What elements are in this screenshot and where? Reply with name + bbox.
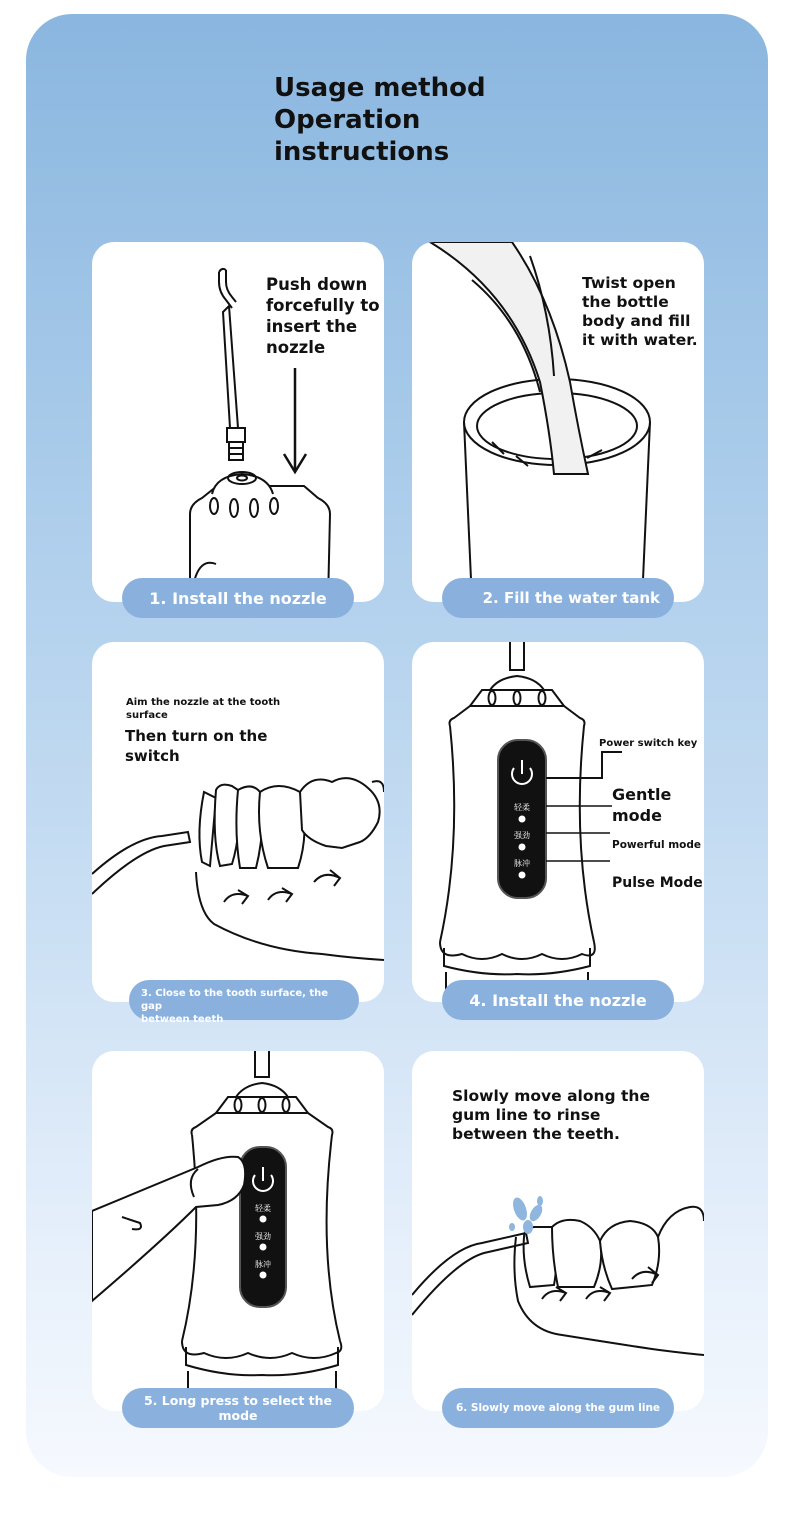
step-2-card [412, 242, 704, 602]
step-1-card [92, 242, 384, 602]
step-5-label: 5. Long press to select the mode [122, 1388, 354, 1428]
arrow-down-icon [284, 368, 306, 472]
nozzle-icon [219, 269, 245, 460]
step-3-small-text: Aim the nozzle at the tooth surface [126, 697, 281, 721]
mode-glyph-powerful: 强劲 [255, 1232, 271, 1241]
step-3-label: 3. Close to the tooth surface, the gap between teeth [129, 980, 359, 1020]
step-2-label: 2. Fill the water tank [442, 578, 674, 618]
page-title: Usage method Operation instructions [274, 73, 486, 167]
step-4-label: 4. Install the nozzle [442, 980, 674, 1020]
mode-glyph-powerful: 强劲 [514, 831, 530, 840]
finger-icon [92, 1157, 245, 1301]
step-5-card [92, 1051, 384, 1411]
step-6-text: Slowly move along the gum line to rinse between the teeth. [452, 1087, 650, 1143]
teeth-icon [514, 1207, 704, 1355]
mode-glyph-pulse: 脉冲 [255, 1260, 271, 1269]
step-6-card [412, 1051, 704, 1411]
gentle-indicator [519, 816, 526, 823]
teeth-icon [196, 778, 384, 960]
step-2-text: Twist open the bottle body and fill it with water. [582, 274, 698, 349]
powerful-indicator [260, 1244, 267, 1251]
step-6-label: 6. Slowly move along the gum line [442, 1388, 674, 1428]
powerful-mode-callout: Powerful mode [612, 839, 701, 851]
step-1-text: Push down forcefully to insert the nozzle [266, 275, 380, 357]
mode-glyph-gentle: 轻柔 [514, 803, 530, 812]
powerful-indicator [519, 844, 526, 851]
instruction-page [26, 14, 768, 1477]
press-button-illustration [92, 1051, 384, 1411]
step-4-card [412, 642, 704, 1002]
step-3-text: Then turn on the switch [125, 727, 268, 765]
callout-lines [546, 752, 622, 861]
nozzle-tip-icon [412, 1233, 528, 1315]
step-1-label: 1. Install the nozzle [122, 578, 354, 618]
pulse-mode-callout: Pulse Mode [612, 875, 703, 891]
pulse-indicator [519, 872, 526, 879]
mode-glyph-pulse: 脉冲 [514, 859, 530, 868]
mode-glyph-gentle: 轻柔 [255, 1204, 271, 1213]
nozzle-tip-icon [92, 832, 190, 894]
step-3-card [92, 642, 384, 1002]
gentle-indicator [260, 1216, 267, 1223]
pulse-indicator [260, 1272, 267, 1279]
power-switch-callout: Power switch key [599, 738, 698, 749]
gentle-mode-callout: Gentle mode [612, 785, 672, 825]
